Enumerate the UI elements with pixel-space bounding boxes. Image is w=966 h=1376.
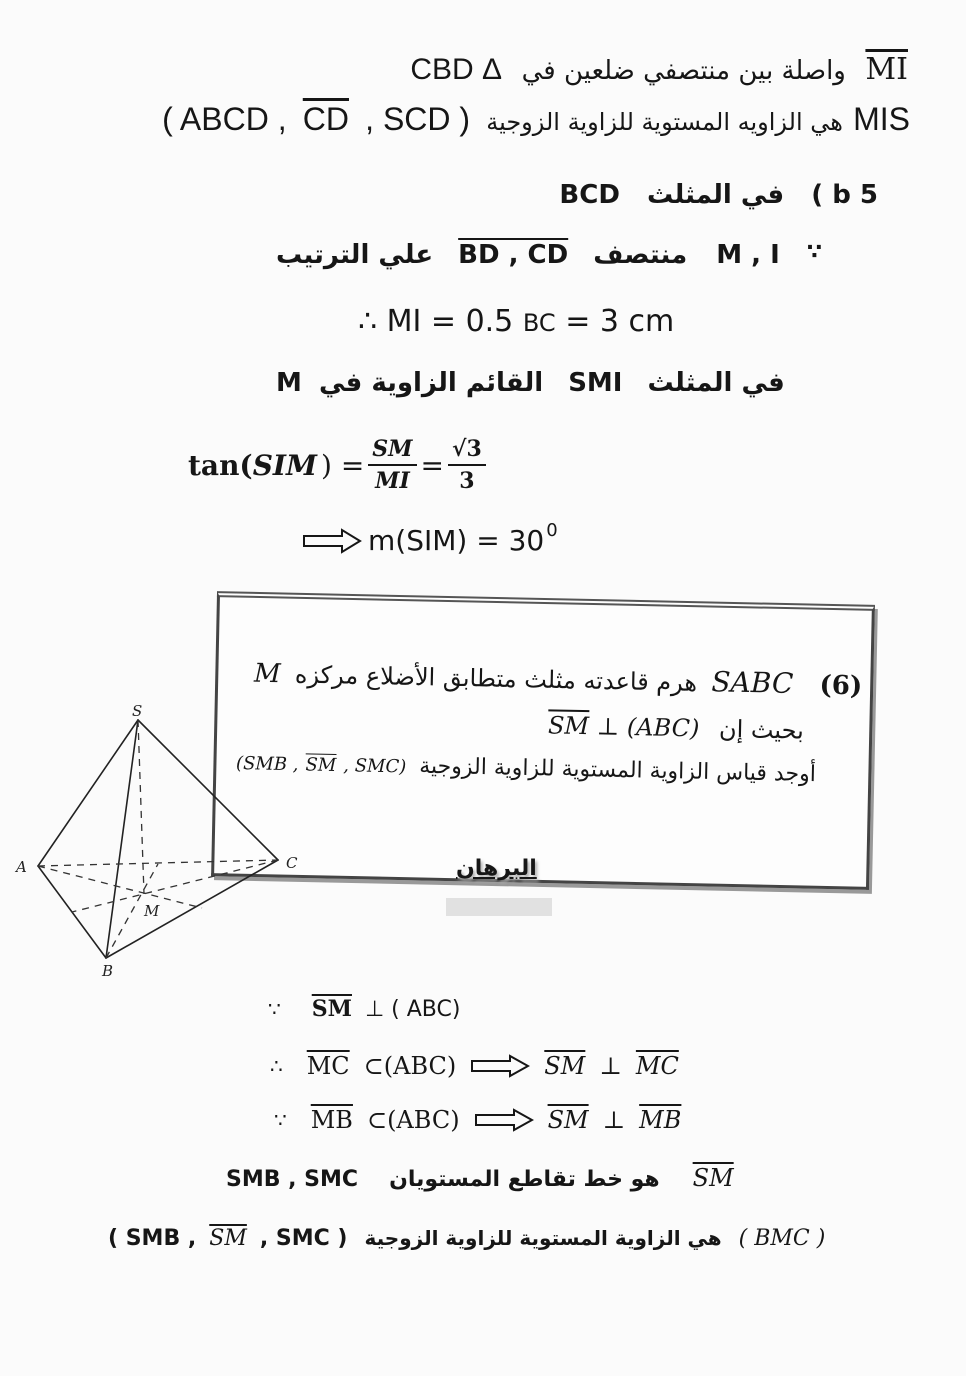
part-5b-heading [559, 180, 878, 210]
angle-bmc: ( BMC ) [738, 1226, 826, 1251]
seg-mc: $\overline{MC}$ [306, 1052, 350, 1080]
right-point: M [276, 368, 302, 398]
intro-text-2: هي الزاويه المستوية للزاوية الزوجية [486, 108, 843, 136]
planes-a: ( ABCD , [162, 101, 287, 137]
subset-abc: ⊂(ABC) [363, 1052, 457, 1080]
mi-equation [358, 304, 674, 339]
subset-abc: ⊂(ABC) [366, 1106, 460, 1134]
implies-arrow-icon [470, 1054, 530, 1078]
planes-b: , SCD ) [365, 101, 471, 137]
mi-bc: BC [522, 309, 556, 337]
label-s: S [132, 702, 143, 720]
line-sm: $\overline{SM}$ [692, 1164, 734, 1192]
proof-line-4 [226, 1164, 734, 1192]
dihedral-open: ( SMB , [108, 1226, 197, 1251]
p6-center: M [253, 658, 281, 690]
proof-line-3 [274, 1106, 681, 1134]
tan-fn: tan( [188, 448, 253, 482]
pyramid-figure [10, 690, 310, 980]
p6-perp-seg: $\overline{SM}$ [547, 711, 590, 741]
mi-val: = 3 cm [565, 304, 675, 339]
dihedral-close: , SMC ) [259, 1226, 348, 1251]
proof-line-1 [268, 996, 460, 1022]
p6-line-2 [548, 711, 804, 744]
fraction-sm-mi [368, 436, 416, 494]
result-text: m(SIM) = 30 [368, 524, 545, 557]
order-text: علي الترتيب [276, 240, 434, 270]
proof-line-2 [270, 1052, 679, 1080]
perp-symbol: ⊥ [602, 1106, 626, 1134]
proof-heading: البرهان [456, 856, 537, 881]
p6-number: (6) [818, 670, 863, 702]
value-den: 3 [459, 468, 475, 494]
p6-pyramid: SABC [710, 665, 794, 700]
right-triangle-line [276, 368, 785, 398]
intersection-text: هو خط تقاطع المستويان [389, 1167, 660, 1192]
fraction-num: SM [368, 436, 416, 466]
intro-line-2 [162, 100, 910, 138]
label-c: C [286, 854, 298, 872]
proof-line-5 [108, 1226, 825, 1251]
p6-text-1: هرم قاعدته مثلث متطابق الأضلاع مركزه [294, 660, 698, 697]
mi-eq: ∴ MI = 0.5 [358, 304, 514, 339]
because-symbol: ∵ [274, 1108, 287, 1132]
intro-text-1: واصلة بين منتصفي ضلعين في [521, 56, 846, 86]
seg-sm: $\overline{SM}$ [311, 996, 352, 1022]
p6-perp-rest: ⊥ (ABC) [596, 712, 700, 743]
right-tri: SMI [568, 368, 623, 398]
edge-sm: $\overline{SM}$ [209, 1226, 247, 1251]
implies-arrow-icon [474, 1108, 534, 1132]
seg-mc: $\overline{MC}$ [635, 1052, 679, 1080]
segments-bd-cd: BD , CD [458, 240, 569, 270]
triangle-label: CBD Δ [410, 53, 503, 86]
p6-text-2: بحيث إن [718, 714, 805, 745]
fraction-den: MI [375, 468, 410, 494]
because-symbol: ∵ [268, 997, 281, 1021]
result-line [302, 520, 558, 557]
seg-sm: $\overline{SM}$ [544, 1052, 586, 1080]
mid-text: منتصف [593, 240, 688, 270]
therefore-symbol: ∴ [270, 1054, 283, 1078]
tan-equation [188, 436, 490, 494]
implies-arrow-icon [302, 528, 362, 554]
p6-text-3: أوجد قياس الزاوية المستوية للزاوية الزوجية [418, 753, 817, 788]
tan-close: ) = [321, 448, 365, 482]
because-symbol: ∵ [806, 240, 823, 265]
plane-angle-text: هي الزاوية المستوية للزاوية الزوجية [364, 1226, 722, 1250]
angle-label: MIS [853, 101, 910, 137]
label-m: M [144, 902, 160, 920]
p6-dihedral-a: (SMB , [235, 752, 299, 776]
perp-symbol: ⊥ [599, 1052, 622, 1080]
degree-mark: 0 [546, 520, 558, 541]
midpoint-line [276, 240, 822, 270]
segment-mi: $\overline{MI}$ [865, 52, 908, 87]
perp-abc: ⊥ ( ABC) [364, 997, 461, 1022]
p6-dihedral-seg: $\overline{SM}$ [305, 754, 337, 777]
right-text: في المثلث [647, 368, 785, 398]
edge-cd: $\overline{CD}$ [302, 101, 349, 137]
tri-bcd: BCD [559, 180, 620, 210]
seg-mb: $\overline{MB}$ [310, 1106, 353, 1134]
title-text: في المثلث [646, 180, 785, 210]
points-mi: M , I [716, 240, 780, 270]
heading-shadow [446, 898, 552, 916]
right-text2: القائم الزاوية في [318, 368, 544, 398]
seg-sm: $\overline{SM}$ [547, 1106, 589, 1134]
equals-sign: = [420, 448, 445, 482]
seg-mb: $\overline{MB}$ [639, 1106, 682, 1134]
fraction-value [448, 436, 486, 494]
part-number: 5 b ) [811, 180, 878, 210]
planes-smb-smc: SMB , SMC [226, 1167, 359, 1192]
value-num: √3 [448, 436, 486, 466]
intro-line-1 [410, 52, 908, 87]
label-b: B [102, 962, 114, 980]
p6-dihedral-b: , SMC) [343, 755, 407, 778]
tan-angle: SIM [252, 448, 317, 482]
label-a: A [16, 858, 27, 876]
